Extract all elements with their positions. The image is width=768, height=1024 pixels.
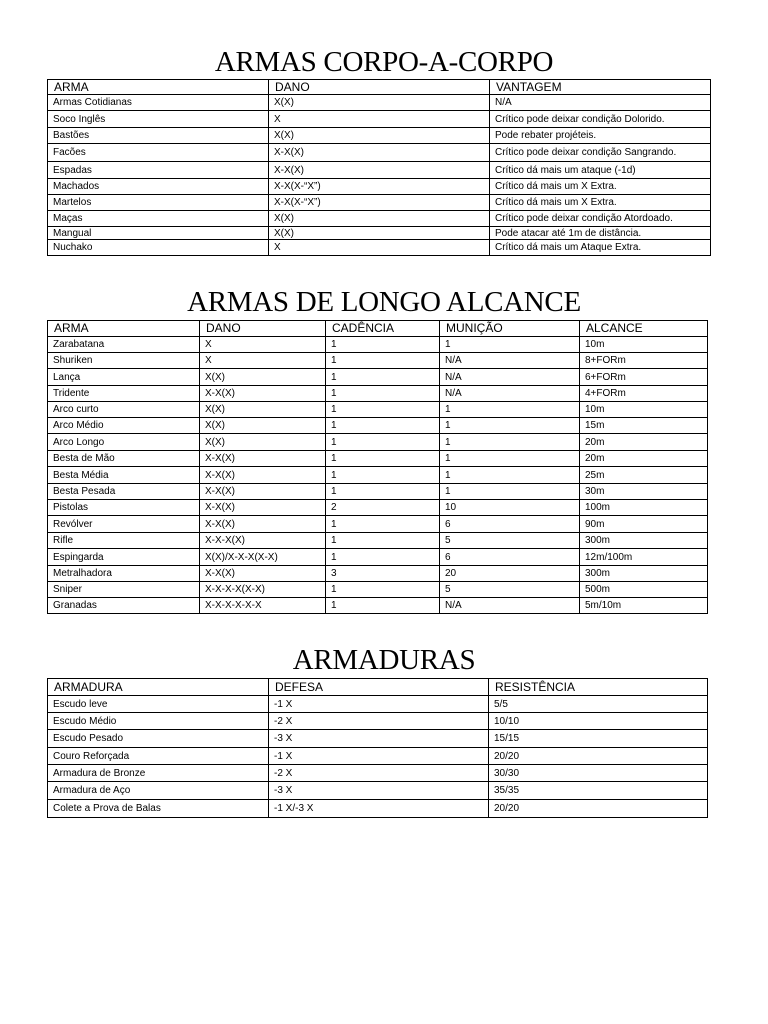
- melee-title: ARMAS CORPO-A-CORPO: [214, 46, 554, 78]
- column-header: VANTAGEM: [490, 80, 711, 95]
- table-cell: Crítico dá mais um X Extra.: [490, 195, 711, 211]
- table-row: [48, 111, 711, 128]
- table-cell: X-X(X): [200, 566, 326, 582]
- table-cell: X-X(X): [200, 467, 326, 484]
- table-cell: 20m: [580, 451, 708, 467]
- table-cell: 300m: [580, 533, 708, 549]
- table-cell: Crítico pode deixar condição Dolorido.: [490, 111, 711, 128]
- column-header: ALCANCE: [580, 321, 708, 337]
- column-header: MUNIÇÃO: [440, 321, 580, 337]
- table-cell: X-X(X): [269, 162, 490, 179]
- table-row: [48, 800, 708, 818]
- table-cell: N/A: [440, 369, 580, 386]
- table-row: [48, 402, 708, 418]
- table-cell: -2 X: [269, 713, 489, 730]
- table-cell: 1: [440, 484, 580, 500]
- table-cell: X-X(X): [200, 451, 326, 467]
- table-cell: 2: [326, 500, 440, 516]
- table-cell: X-X(X-“X”): [269, 195, 490, 211]
- table-cell: Martelos: [48, 195, 269, 211]
- table-cell: X: [200, 337, 326, 353]
- table-cell: Colete a Prova de Balas: [48, 800, 269, 818]
- table-cell: Machados: [48, 179, 269, 195]
- table-cell: 90m: [580, 516, 708, 533]
- table-cell: -3 X: [269, 782, 489, 800]
- table-row: [48, 386, 708, 402]
- table-cell: 5: [440, 533, 580, 549]
- table-row: [48, 467, 708, 484]
- table-cell: X(X): [269, 227, 490, 240]
- armor-title: ARMADURAS: [292, 644, 476, 676]
- table-row: [48, 128, 711, 144]
- table-row: [48, 516, 708, 533]
- table-row: [48, 195, 711, 211]
- table-cell: Escudo Médio: [48, 713, 269, 730]
- table-cell: X-X(X): [200, 484, 326, 500]
- table-cell: Facões: [48, 144, 269, 162]
- table-cell: -2 X: [269, 765, 489, 782]
- table-cell: X-X(X): [200, 386, 326, 402]
- column-header: RESISTÊNCIA: [489, 679, 708, 696]
- ranged-title: ARMAS DE LONGO ALCANCE: [187, 286, 581, 318]
- table-cell: X-X(X-“X”): [269, 179, 490, 195]
- table-cell: Crítico pode deixar condição Sangrando.: [490, 144, 711, 162]
- table-cell: Pode rebater projéteis.: [490, 128, 711, 144]
- table-row: [48, 782, 708, 800]
- table-cell: Escudo Pesado: [48, 730, 269, 748]
- table-cell: 20/20: [489, 748, 708, 765]
- table-cell: 10/10: [489, 713, 708, 730]
- table-cell: 1: [326, 402, 440, 418]
- table-cell: 1: [440, 451, 580, 467]
- table-cell: X(X): [200, 418, 326, 434]
- table-cell: X-X(X): [269, 144, 490, 162]
- table-cell: Rifle: [48, 533, 200, 549]
- table-cell: X(X): [269, 211, 490, 227]
- table-cell: 5m/10m: [580, 598, 708, 614]
- table-cell: 1: [326, 386, 440, 402]
- table-cell: Tridente: [48, 386, 200, 402]
- table-cell: X(X): [269, 95, 490, 111]
- column-header: CADÊNCIA: [326, 321, 440, 337]
- table-cell: 100m: [580, 500, 708, 516]
- table-cell: Shuriken: [48, 353, 200, 369]
- table-cell: Armadura de Bronze: [48, 765, 269, 782]
- table-row: [48, 713, 708, 730]
- table-cell: 30m: [580, 484, 708, 500]
- melee-header-row: [48, 80, 711, 95]
- table-cell: X(X): [200, 369, 326, 386]
- table-cell: 1: [326, 451, 440, 467]
- table-row: [48, 95, 711, 111]
- table-cell: X: [269, 111, 490, 128]
- table-cell: Sniper: [48, 582, 200, 598]
- table-cell: 1: [326, 353, 440, 369]
- table-cell: 1: [326, 467, 440, 484]
- table-cell: 1: [326, 533, 440, 549]
- table-cell: X-X-X-X-X-X: [200, 598, 326, 614]
- table-cell: Couro Reforçada: [48, 748, 269, 765]
- table-cell: 5/5: [489, 696, 708, 713]
- table-cell: 8+FORm: [580, 353, 708, 369]
- table-row: [48, 227, 711, 240]
- table-cell: Armadura de Aço: [48, 782, 269, 800]
- table-cell: Mangual: [48, 227, 269, 240]
- table-cell: 300m: [580, 566, 708, 582]
- column-header: ARMA: [48, 80, 269, 95]
- column-header: DANO: [269, 80, 490, 95]
- table-cell: 5: [440, 582, 580, 598]
- table-cell: N/A: [440, 353, 580, 369]
- table-cell: Lança: [48, 369, 200, 386]
- table-row: [48, 211, 711, 227]
- table-cell: X-X(X): [200, 516, 326, 533]
- column-header: DANO: [200, 321, 326, 337]
- table-cell: X-X-X(X): [200, 533, 326, 549]
- table-cell: 6: [440, 516, 580, 533]
- table-cell: Besta Pesada: [48, 484, 200, 500]
- table-cell: -1 X: [269, 696, 489, 713]
- table-cell: 10m: [580, 337, 708, 353]
- table-cell: 500m: [580, 582, 708, 598]
- table-cell: 10: [440, 500, 580, 516]
- table-cell: Metralhadora: [48, 566, 200, 582]
- table-cell: Espingarda: [48, 549, 200, 566]
- table-cell: Pode atacar até 1m de distância.: [490, 227, 711, 240]
- table-cell: 12m/100m: [580, 549, 708, 566]
- table-cell: Maças: [48, 211, 269, 227]
- table-cell: 20: [440, 566, 580, 582]
- table-cell: 1: [440, 467, 580, 484]
- table-cell: Revólver: [48, 516, 200, 533]
- table-cell: Crítico dá mais um Ataque Extra.: [490, 240, 711, 256]
- table-row: [48, 353, 708, 369]
- table-row: [48, 765, 708, 782]
- table-row: [48, 179, 711, 195]
- table-cell: Granadas: [48, 598, 200, 614]
- table-row: [48, 240, 711, 256]
- table-cell: 1: [326, 484, 440, 500]
- table-row: [48, 144, 711, 162]
- table-cell: 1: [326, 337, 440, 353]
- table-row: [48, 696, 708, 713]
- table-cell: 35/35: [489, 782, 708, 800]
- table-row: [48, 533, 708, 549]
- table-cell: Crítico dá mais um ataque (-1d): [490, 162, 711, 179]
- table-cell: 1: [326, 434, 440, 451]
- table-row: [48, 484, 708, 500]
- armor-table: [47, 678, 708, 818]
- table-cell: -3 X: [269, 730, 489, 748]
- table-cell: 20m: [580, 434, 708, 451]
- table-cell: X(X)/X-X-X(X-X): [200, 549, 326, 566]
- table-cell: 1: [326, 369, 440, 386]
- table-cell: 6+FORm: [580, 369, 708, 386]
- table-cell: 1: [326, 418, 440, 434]
- table-cell: Arco curto: [48, 402, 200, 418]
- table-cell: Soco Inglês: [48, 111, 269, 128]
- table-cell: -1 X: [269, 748, 489, 765]
- table-cell: N/A: [490, 95, 711, 111]
- table-row: [48, 566, 708, 582]
- table-cell: 3: [326, 566, 440, 582]
- table-cell: 1: [326, 598, 440, 614]
- table-cell: Zarabatana: [48, 337, 200, 353]
- table-cell: 4+FORm: [580, 386, 708, 402]
- table-cell: 15m: [580, 418, 708, 434]
- table-cell: Pistolas: [48, 500, 200, 516]
- table-row: [48, 500, 708, 516]
- table-cell: 1: [326, 582, 440, 598]
- table-cell: Escudo leve: [48, 696, 269, 713]
- table-cell: 1: [440, 418, 580, 434]
- table-cell: Arco Longo: [48, 434, 200, 451]
- table-row: [48, 337, 708, 353]
- table-row: [48, 451, 708, 467]
- table-row: [48, 549, 708, 566]
- table-cell: X: [200, 353, 326, 369]
- table-cell: Crítico pode deixar condição Atordoado.: [490, 211, 711, 227]
- table-row: [48, 598, 708, 614]
- table-cell: 1: [326, 516, 440, 533]
- table-cell: 6: [440, 549, 580, 566]
- table-row: [48, 730, 708, 748]
- table-row: [48, 582, 708, 598]
- ranged-header-row: [48, 321, 708, 337]
- column-header: ARMADURA: [48, 679, 269, 696]
- table-cell: X(X): [200, 434, 326, 451]
- melee-table: [47, 79, 711, 256]
- armor-header-row: [48, 679, 708, 696]
- table-cell: 20/20: [489, 800, 708, 818]
- table-cell: 25m: [580, 467, 708, 484]
- table-cell: X(X): [200, 402, 326, 418]
- table-cell: Besta de Mão: [48, 451, 200, 467]
- table-cell: -1 X/-3 X: [269, 800, 489, 818]
- table-row: [48, 434, 708, 451]
- table-cell: Besta Média: [48, 467, 200, 484]
- column-header: ARMA: [48, 321, 200, 337]
- table-cell: Bastões: [48, 128, 269, 144]
- table-cell: Espadas: [48, 162, 269, 179]
- table-cell: X-X(X): [200, 500, 326, 516]
- table-cell: X: [269, 240, 490, 256]
- table-cell: Arco Médio: [48, 418, 200, 434]
- table-row: [48, 418, 708, 434]
- table-cell: 1: [440, 337, 580, 353]
- table-cell: X(X): [269, 128, 490, 144]
- table-cell: 1: [440, 402, 580, 418]
- table-cell: 30/30: [489, 765, 708, 782]
- ranged-table: [47, 320, 708, 614]
- table-cell: Crítico dá mais um X Extra.: [490, 179, 711, 195]
- table-row: [48, 369, 708, 386]
- table-cell: N/A: [440, 386, 580, 402]
- table-cell: Armas Cotidianas: [48, 95, 269, 111]
- table-cell: 1: [440, 434, 580, 451]
- table-cell: 1: [326, 549, 440, 566]
- table-row: [48, 748, 708, 765]
- table-cell: 15/15: [489, 730, 708, 748]
- table-row: [48, 162, 711, 179]
- table-cell: 10m: [580, 402, 708, 418]
- table-cell: N/A: [440, 598, 580, 614]
- table-cell: Nuchako: [48, 240, 269, 256]
- table-cell: X-X-X-X(X-X): [200, 582, 326, 598]
- column-header: DEFESA: [269, 679, 489, 696]
